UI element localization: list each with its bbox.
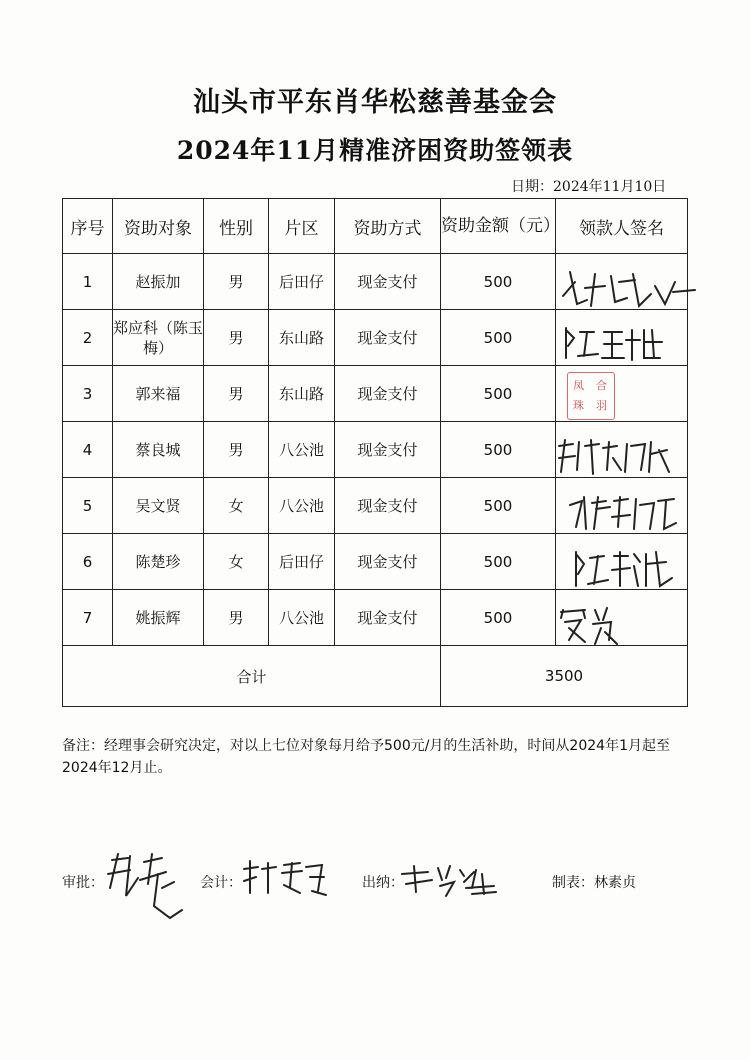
preparer-label: 制表： (552, 875, 594, 891)
total-label: 合计 (63, 646, 441, 707)
area: 后田仔 (269, 254, 335, 310)
recipient-name: 蔡良城 (113, 422, 204, 478)
payment-method: 现金支付 (335, 366, 441, 422)
seal-stamp: 凤 珠 合 羽 (567, 372, 615, 420)
table-header-row (63, 199, 688, 254)
col-header-area: 片区 (269, 199, 335, 254)
recipient-name: 郑应科（陈玉梅） (113, 310, 204, 366)
area: 东山路 (269, 366, 335, 422)
area: 后田仔 (269, 534, 335, 590)
accountant-signature (240, 855, 330, 900)
amount: 500 (441, 422, 556, 478)
row-number: 5 (63, 478, 113, 534)
signature-row-2 (560, 318, 670, 363)
signature-row-7 (555, 598, 635, 646)
col-header-method: 资助方式 (335, 199, 441, 254)
recipient-name: 赵振加 (113, 254, 204, 310)
row-number: 7 (63, 590, 113, 646)
gender: 男 (204, 254, 269, 310)
amount: 500 (441, 254, 556, 310)
amount: 500 (441, 310, 556, 366)
recipient-name: 姚振辉 (113, 590, 204, 646)
payment-method: 现金支付 (335, 310, 441, 366)
amount: 500 (441, 534, 556, 590)
payment-method: 现金支付 (335, 478, 441, 534)
col-header-amount: 资助金额（元） (441, 199, 556, 254)
payment-method: 现金支付 (335, 254, 441, 310)
remarks-note: 备注：经理事会研究决定，对以上七位对象每月给予500元/月的生活补助，时间从2024年1月起至2024年12月止。 (62, 738, 670, 776)
area: 八公池 (269, 590, 335, 646)
area: 东山路 (269, 310, 335, 366)
area: 八公池 (269, 422, 335, 478)
gender: 男 (204, 310, 269, 366)
row-number: 4 (63, 422, 113, 478)
signature-row-1 (555, 262, 700, 312)
row-number: 3 (63, 366, 113, 422)
row-number: 6 (63, 534, 113, 590)
signature-row-5 (566, 487, 681, 535)
gender: 女 (204, 478, 269, 534)
recipient-name: 吴文贤 (113, 478, 204, 534)
approve-label: 审批： (62, 875, 104, 891)
preparer-field (552, 872, 636, 892)
gender: 男 (204, 422, 269, 478)
approve-signature (100, 848, 190, 933)
amount: 500 (441, 590, 556, 646)
payment-method: 现金支付 (335, 590, 441, 646)
gender: 男 (204, 590, 269, 646)
total-value: 3500 (441, 646, 688, 707)
payment-method: 现金支付 (335, 534, 441, 590)
col-header-recipient: 资助对象 (113, 199, 204, 254)
document-title: 汕头市平东肖华松慈善基金会 (193, 87, 557, 118)
row-number: 2 (63, 310, 113, 366)
accountant-label: 会计： (200, 875, 242, 891)
document-date: 日期：2024年11月10日 (511, 179, 667, 195)
row-number: 1 (63, 254, 113, 310)
signature-row-6 (570, 542, 680, 592)
total-row (63, 646, 688, 707)
col-header-signature: 领款人签名 (556, 199, 688, 254)
signature-row-4 (555, 430, 675, 478)
recipient-name: 郭来福 (113, 366, 204, 422)
amount: 500 (441, 366, 556, 422)
gender: 女 (204, 534, 269, 590)
col-header-gender: 性别 (204, 199, 269, 254)
payment-method: 现金支付 (335, 422, 441, 478)
area: 八公池 (269, 478, 335, 534)
document-subtitle: 2024年11月精准济困资助签领表 (176, 136, 574, 165)
cashier-label: 出纳： (362, 875, 404, 891)
recipient-name: 陈楚珍 (113, 534, 204, 590)
gender: 男 (204, 366, 269, 422)
preparer-name: 林素贞 (594, 875, 636, 891)
cashier-signature (398, 860, 508, 900)
col-header-no: 序号 (63, 199, 113, 254)
amount: 500 (441, 478, 556, 534)
